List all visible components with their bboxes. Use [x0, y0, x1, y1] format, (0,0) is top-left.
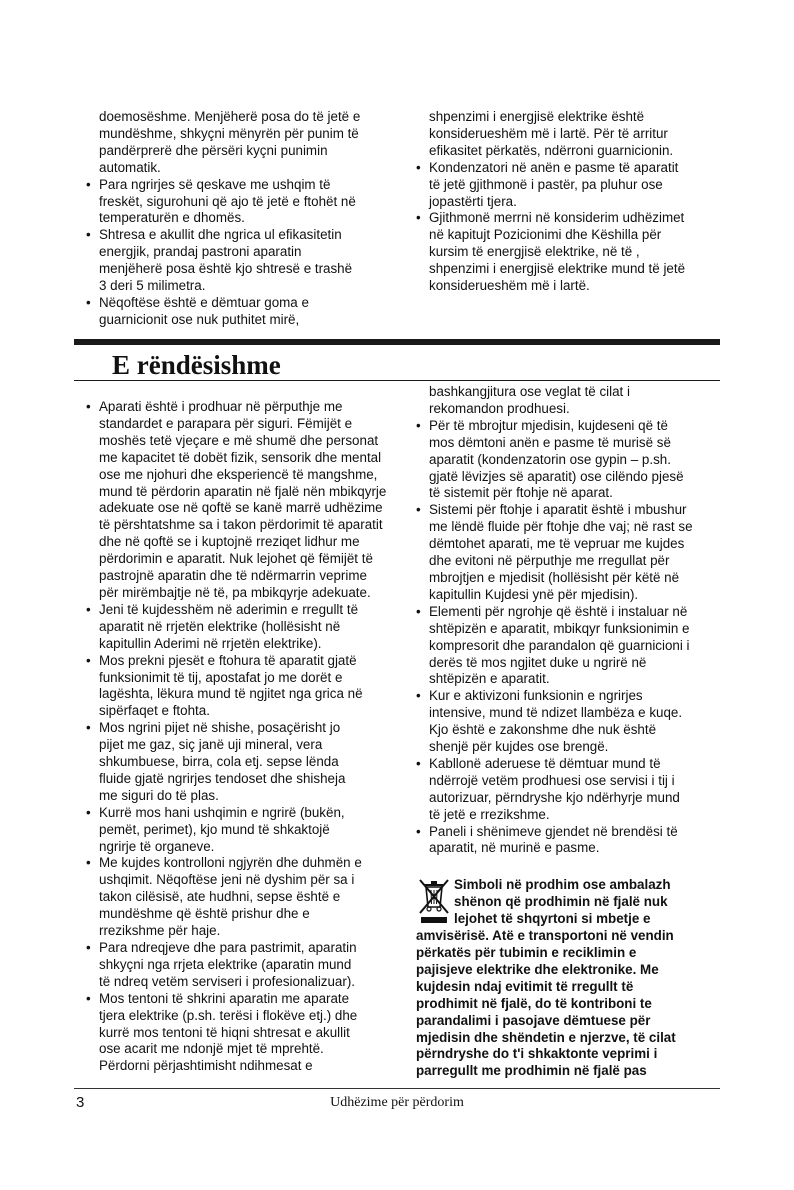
list-item: • Aparati është i prodhuar në përputhje me standardet e parapara për siguri. Fëmijët e moshës tetë vjeçare e më shumë dhe personat me kapacitet të dobët fizik, sensorik dhe mental ose me njohuri dhe eksperiencë të mangshme, mund të përdorin aparatin në fjalë nën mbikqyrje adekuate ose në qoftë se kanë marrë udhëzime të përshtatshme sa i takon përdorimit të aparatit dhe në qoftë se i kuptojnë rreziqet lidhur me përdorimin e aparatit. Nuk lejohet që fëmijët të pastrojnë aparatin dhe të ndërmarrin veprime për mirëmbajtje në të, pa mbikqyrje adekuate. [86, 399, 396, 602]
list-item: • Elementi për ngrohje që është i instaluar në shtëpizën e aparatit, mbikqyr funksionimin e kompresorit dhe parandalon që guarnicioni i derës të mos ngjitet duke u ngrirë në shtëpizën e aparatit. [416, 604, 722, 689]
list-item: • Mos prekni pjesët e ftohura të aparatit gjatë funksionimit të tij, apostafat jo me dorët e lagështa, lëkura mund të ngjitet nga grica në sipërfaqet e ftohta. [86, 653, 396, 721]
list-item: • Mos ngrini pijet në shishe, posaçërisht jo pijet me gaz, siç janë uji mineral, vera shkumbuese, birra, cola etj. sepse lënda fluide gjatë ngrirjes tendoset dhe shisheja me siguri do të plas. [86, 720, 396, 805]
section-rule-thick [74, 339, 720, 345]
list-item: • Para ngrirjes së qeskave me ushqim të freskët, sigurohuni që ajo të jetë e ftohët në temperaturën e dhomës. [86, 177, 396, 228]
list-item: • Paneli i shënimeve gjendet në brendësi të aparatit, në murinë e pasme. [416, 824, 722, 858]
list-item: • Gjithmonë merrni në konsiderim udhëzimet në kapitujt Pozicionimi dhe Këshilla për kursim të energjisë elektrike, në të , shpenzimi i energjisë elektrike mund të jetë konsiderueshëm më i lartë. [416, 210, 722, 295]
main-left-bullet-list [86, 399, 396, 1075]
main-right-bullet-list [416, 418, 722, 858]
list-item: • Për të mbrojtur mjedisin, kujdeseni që të mos dëmtoni anën e pasme të murisë së aparatit (kondenzatorin ose gypin – p.sh. gjatë lëvizjes së aparatit) ose cilëndo pjesë të sistemit për ftohje në aparat. [416, 418, 722, 503]
list-item: • Kurrë mos hani ushqimin e ngrirë (bukën, pemët, perimet), kjo mund të shkaktojë ngrirje të organeve. [86, 805, 396, 856]
main-left-column [86, 399, 396, 1075]
footer-title: Udhëzime për përdorim [330, 1095, 464, 1110]
top-right-bullet-list [416, 160, 722, 295]
top-right-continuation: shpenzimi i energjisë elektrike është konsiderueshëm më i lartë. Për të arritur efikasitet përkatës, ndërroni guarnicionin. [429, 109, 674, 158]
top-left-continuation: doemosëshme. Menjëherë posa do të jetë e mundëshme, shkyçni mënyrën për punim të pandërprerë dhe përsëri kyçni punimin automatik. [99, 109, 361, 175]
top-right-column [416, 109, 722, 295]
list-item: • Para ndreqjeve dhe para pastrimit, aparatin shkyçni nga rrjeta elektrike (aparatin mund të ndreq vetëm serviseri i profesionalizuar). [86, 940, 396, 991]
top-left-column [86, 109, 396, 329]
list-item: • Kur e aktivizoni funksionin e ngrirjes intensive, mund të ndizet llambëza e kuqe. Kjo është e zakonshme dhe nuk është shenjë për kujdes ose brengë. [416, 688, 722, 756]
list-item: • Me kujdes kontrolloni ngjyrën dhe duhmën e ushqimit. Nëqoftëse jeni në dyshim për sa i takon cilësisë, ate hudhni, sepse është e mundëshme që është prishur dhe e rrezikshme për haje. [86, 855, 396, 940]
footer-rule [74, 1088, 720, 1089]
top-left-bullet-list [86, 177, 396, 329]
list-item: • Jeni të kujdesshëm në aderimin e rregullt të aparatit në rrjetën elektrike (hollësisht në kapitullin Aderimi në rrjetën elektrike). [86, 602, 396, 653]
main-right-continuation: bashkangjitura ose veglat të cilat i rekomandon prodhuesi. [429, 384, 630, 416]
list-item: • Mos tentoni të shkrini aparatin me aparate tjera elektrike (p.sh. terësi i flokëve etj.) dhe kurrë mos tentoni të hiqni shtresat e akullit ose acarit me ndonjë mjet të mprehtë. Përdorni përjashtimisht ndihmesat e [86, 991, 396, 1076]
section-rule-thin [74, 380, 720, 381]
list-item: • Nëqoftëse është e dëmtuar goma e guarnicionit ose nuk puthitet mirë, [86, 295, 396, 329]
list-item: • Shtresa e akullit dhe ngrica ul efikasitetin energjik, prandaj pastroni aparatin menjëherë posa është kjo shtresë e trashë 3 deri 5 milimetra. [86, 227, 396, 295]
list-item: • Kondenzatori në anën e pasme të aparatit të jetë gjithmonë i pastër, pa pluhur ose jopastërti tjera. [416, 160, 722, 211]
main-right-column [416, 384, 722, 1080]
list-item: • Kabllonë aderuese të dëmtuar mund të ndërrojë vetëm prodhuesi ose servisi i tij i autorizuar, përndryshe kjo ndërhyrje mund të jetë e rrezikshme. [416, 756, 722, 824]
weee-notice: Simboli në prodhim ose ambalazh shënon që prodhimin në fjalë nuk lejohet të shqyrtoni si mbetje e amvisërisë. Atë e transportoni në vendin përkatës për tubimin e reciklimin e pajisjeve elektrike dhe elektronike. Me kujdesin ndaj evitimit të rregullt të prodhimit në fjalë, do të kontriboni te parandalimi i pasojave dëmtuese për mjedisin dhe shëndetin e njerzve, të cilat përndryshe do t'i shkaktonte veprimi i parregullt me prodhimin në fjalë pas [416, 877, 676, 1079]
crossed-out-bin-icon [416, 877, 452, 925]
section-title: E rëndësishme [112, 350, 281, 380]
list-item: • Sistemi për ftohje i aparatit është i mbushur me lëndë fluide për ftohje dhe vaj; në rast se dëmtohet aparati, me të vepruar me kujdes dhe evitoni në përputhje me rregullat për mbrojtjen e mjedisit (hollësisht për këtë në kapitullin Kujdesi ynë për mjedisin). [416, 502, 722, 603]
page-number: 3 [76, 1094, 85, 1111]
